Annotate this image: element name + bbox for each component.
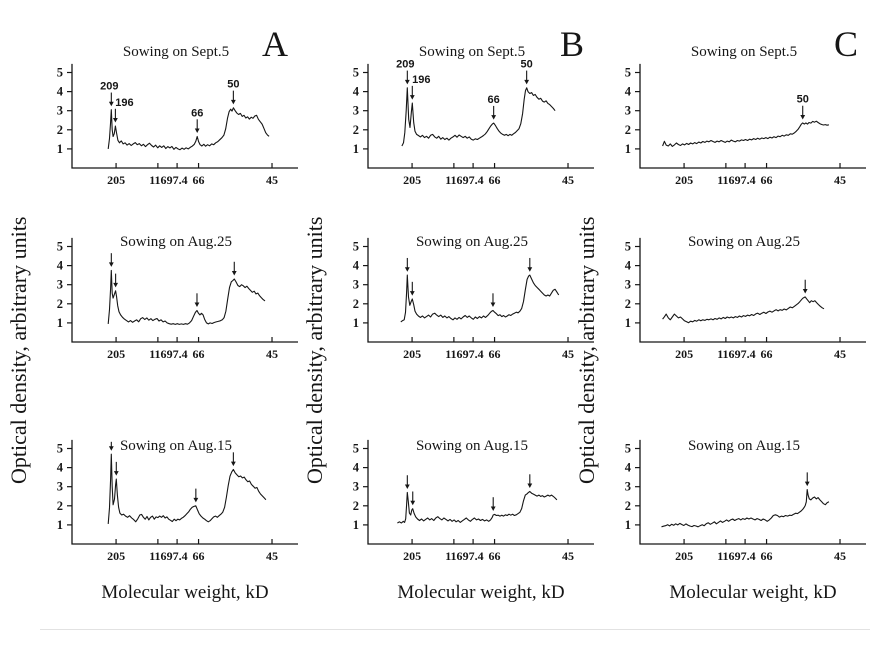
peak-arrowhead-icon: [113, 118, 118, 123]
trace-line: [402, 88, 555, 146]
panels-container-c: [604, 36, 872, 576]
peak-arrowhead-icon: [491, 303, 496, 308]
y-tick-label: 1: [624, 315, 631, 330]
panel-A2: [36, 210, 304, 385]
y-tick-label: 2: [624, 122, 631, 137]
peak-arrowhead-icon: [405, 80, 410, 85]
x-tick-label: 205: [675, 549, 694, 563]
y-tick-label: 2: [56, 296, 63, 311]
x-tick-label: 97.4: [166, 173, 188, 187]
peak-arrowhead-icon: [232, 271, 237, 276]
y-tick-label: 4: [352, 460, 359, 475]
y-tick-label: 3: [56, 103, 63, 118]
peak-label: 209: [396, 58, 415, 71]
peak-arrowhead-icon: [491, 506, 496, 511]
x-tick-label: 66: [760, 173, 773, 187]
panel-A3: [36, 412, 304, 587]
trace-line: [108, 108, 269, 150]
x-tick-label: 66: [192, 549, 205, 563]
panels-container-a: [36, 36, 304, 576]
panel-title: Sowing on Sept.5: [122, 44, 230, 60]
panels-container-b: [332, 36, 600, 576]
panel-B3: [332, 412, 600, 587]
y-tick-label: 1: [56, 141, 63, 156]
peak-arrowhead-icon: [803, 289, 808, 294]
panel-plot: [332, 422, 600, 574]
x-axis-title: Molecular weight, kD: [397, 582, 565, 603]
x-tick-label: 66: [192, 173, 205, 187]
panel-plot: [332, 46, 600, 198]
y-axis-title: Optical density, arbitrary units: [302, 216, 327, 484]
x-tick-label: 116: [149, 549, 167, 563]
panel-plot: [36, 220, 304, 372]
panel-C2: [604, 210, 872, 385]
y-tick-label: 2: [624, 498, 631, 513]
trace-line: [662, 490, 829, 527]
panel-title: Sowing on Sept.5: [690, 44, 798, 60]
x-tick-label: 45: [562, 173, 575, 187]
trace-line: [663, 297, 824, 323]
peak-arrowhead-icon: [231, 462, 236, 467]
panel-title: Sowing on Aug.25: [687, 234, 801, 250]
y-tick-label: 1: [352, 141, 359, 156]
x-tick-label: 66: [488, 549, 501, 563]
x-tick-label: 205: [675, 347, 694, 361]
axes: [72, 238, 298, 342]
column-letter-a: A: [262, 24, 288, 64]
x-tick-label: 66: [192, 347, 205, 361]
peak-arrowhead-icon: [405, 267, 410, 272]
y-tick-label: 4: [624, 84, 631, 99]
column-letter-b: B: [559, 24, 584, 64]
x-tick-label: 97.4: [462, 549, 484, 563]
y-tick-label: 5: [624, 441, 631, 456]
peak-label: 66: [191, 107, 204, 120]
x-tick-label: 205: [403, 347, 422, 361]
x-tick-label: 45: [834, 173, 847, 187]
peak-label: 50: [796, 93, 809, 106]
x-tick-label: 116: [149, 173, 167, 187]
panel-plot: [36, 46, 304, 198]
figure-column-b: [302, 10, 600, 642]
x-tick-label: 97.4: [166, 549, 188, 563]
peak-arrowhead-icon: [524, 80, 529, 85]
y-tick-label: 1: [624, 517, 631, 532]
peak-arrowhead-icon: [109, 262, 114, 267]
y-tick-label: 1: [56, 517, 63, 532]
panel-title: Sowing on Aug.15: [415, 438, 529, 454]
y-axis-title: Optical density, arbitrary units: [6, 216, 31, 484]
x-tick-label: 45: [266, 549, 279, 563]
panel-plot: [604, 220, 872, 372]
panel-C1: [604, 36, 872, 211]
bottom-rule: [40, 629, 870, 630]
peak-arrowhead-icon: [113, 283, 118, 288]
y-tick-label: 1: [352, 517, 359, 532]
y-tick-label: 4: [56, 460, 63, 475]
axes: [640, 238, 866, 342]
figure-column-c: [574, 10, 874, 642]
x-tick-label: 66: [760, 549, 773, 563]
peak-arrowhead-icon: [410, 95, 415, 100]
peak-arrowhead-icon: [527, 267, 532, 272]
x-axis-title: Molecular weight, kD: [669, 582, 837, 603]
y-tick-label: 5: [624, 239, 631, 254]
panel-title: Sowing on Aug.15: [119, 438, 233, 454]
peak-arrowhead-icon: [109, 446, 114, 451]
y-tick-label: 1: [56, 315, 63, 330]
panel-title: Sowing on Aug.25: [415, 234, 529, 250]
panel-plot: [604, 46, 872, 198]
x-axis-title: Molecular weight, kD: [101, 582, 269, 603]
y-tick-label: 3: [624, 103, 631, 118]
trace-line: [663, 121, 829, 146]
trace-line: [108, 454, 266, 524]
y-tick-label: 5: [56, 65, 63, 80]
peak-arrowhead-icon: [805, 482, 810, 487]
y-tick-label: 3: [352, 103, 359, 118]
axes: [72, 64, 298, 168]
x-tick-label: 116: [717, 347, 735, 361]
y-tick-label: 1: [624, 141, 631, 156]
y-tick-label: 3: [352, 277, 359, 292]
x-tick-label: 116: [445, 173, 463, 187]
x-tick-label: 205: [675, 173, 694, 187]
y-tick-label: 2: [352, 296, 359, 311]
x-tick-label: 205: [107, 173, 126, 187]
peak-label: 50: [520, 58, 533, 71]
panel-plot: [332, 220, 600, 372]
y-tick-label: 4: [624, 460, 631, 475]
x-tick-label: 45: [562, 549, 575, 563]
x-tick-label: 45: [562, 347, 575, 361]
peak-label: 66: [487, 93, 500, 106]
peak-arrowhead-icon: [114, 471, 119, 476]
x-tick-label: 66: [760, 347, 773, 361]
y-tick-label: 3: [56, 479, 63, 494]
column-letter-c: C: [833, 24, 858, 64]
axes: [368, 238, 594, 342]
x-tick-label: 116: [445, 347, 463, 361]
panel-B2: [332, 210, 600, 385]
y-tick-label: 2: [56, 498, 63, 513]
y-tick-label: 5: [56, 239, 63, 254]
x-tick-label: 116: [149, 347, 167, 361]
x-tick-label: 97.4: [462, 173, 484, 187]
y-tick-label: 5: [56, 441, 63, 456]
x-tick-label: 116: [717, 173, 735, 187]
x-tick-label: 45: [266, 173, 279, 187]
peak-label: 50: [227, 78, 240, 91]
panel-title: Sowing on Aug.15: [687, 438, 801, 454]
y-tick-label: 2: [352, 122, 359, 137]
y-tick-label: 5: [352, 441, 359, 456]
y-tick-label: 3: [56, 277, 63, 292]
peak-arrowhead-icon: [193, 498, 198, 503]
axes: [640, 440, 866, 544]
y-tick-label: 4: [56, 258, 63, 273]
peak-arrowhead-icon: [405, 484, 410, 489]
x-tick-label: 45: [266, 347, 279, 361]
y-tick-label: 4: [624, 258, 631, 273]
panel-title: Sowing on Aug.25: [119, 234, 233, 250]
x-tick-label: 205: [403, 173, 422, 187]
x-tick-label: 45: [834, 347, 847, 361]
x-tick-label: 205: [403, 549, 422, 563]
y-tick-label: 4: [352, 258, 359, 273]
axes: [368, 64, 594, 168]
x-tick-label: 97.4: [166, 347, 188, 361]
y-tick-label: 2: [624, 296, 631, 311]
peak-arrowhead-icon: [410, 501, 415, 506]
panel-title: Sowing on Sept.5: [418, 44, 526, 60]
y-tick-label: 5: [352, 65, 359, 80]
y-tick-label: 5: [352, 239, 359, 254]
x-tick-label: 97.4: [734, 347, 756, 361]
axes: [368, 440, 594, 544]
panel-plot: [604, 422, 872, 574]
x-tick-label: 97.4: [734, 549, 756, 563]
peak-arrowhead-icon: [195, 303, 200, 308]
x-tick-label: 205: [107, 549, 126, 563]
panel-B1: [332, 36, 600, 211]
peak-arrowhead-icon: [231, 100, 236, 105]
peak-arrowhead-icon: [195, 129, 200, 134]
peak-arrowhead-icon: [527, 484, 532, 489]
peak-label: 209: [100, 80, 119, 93]
x-tick-label: 66: [488, 347, 501, 361]
trace-line: [108, 270, 265, 324]
peak-label: 196: [412, 73, 431, 86]
panel-C3: [604, 412, 872, 587]
x-tick-label: 205: [107, 347, 126, 361]
peak-arrowhead-icon: [410, 291, 415, 296]
y-tick-label: 2: [352, 498, 359, 513]
y-tick-label: 2: [56, 122, 63, 137]
y-tick-label: 4: [352, 84, 359, 99]
x-tick-label: 116: [445, 549, 463, 563]
x-tick-label: 45: [834, 549, 847, 563]
peak-arrowhead-icon: [491, 115, 496, 120]
y-tick-label: 1: [352, 315, 359, 330]
x-tick-label: 66: [488, 173, 501, 187]
panel-A1: [36, 36, 304, 211]
y-tick-label: 4: [56, 84, 63, 99]
y-axis-title: Optical density, arbitrary units: [574, 216, 599, 484]
panel-plot: [36, 422, 304, 574]
x-tick-label: 97.4: [462, 347, 484, 361]
axes: [72, 440, 298, 544]
y-tick-label: 3: [352, 479, 359, 494]
y-tick-label: 5: [624, 65, 631, 80]
y-tick-label: 3: [624, 277, 631, 292]
trace-line: [401, 275, 559, 322]
y-tick-label: 3: [624, 479, 631, 494]
x-tick-label: 116: [717, 549, 735, 563]
axes: [640, 64, 866, 168]
x-tick-label: 97.4: [734, 173, 756, 187]
trace-line: [397, 492, 557, 524]
peak-arrowhead-icon: [800, 115, 805, 120]
peak-arrowhead-icon: [109, 102, 114, 107]
peak-label: 196: [115, 96, 134, 109]
figure-column-a: [6, 10, 304, 642]
